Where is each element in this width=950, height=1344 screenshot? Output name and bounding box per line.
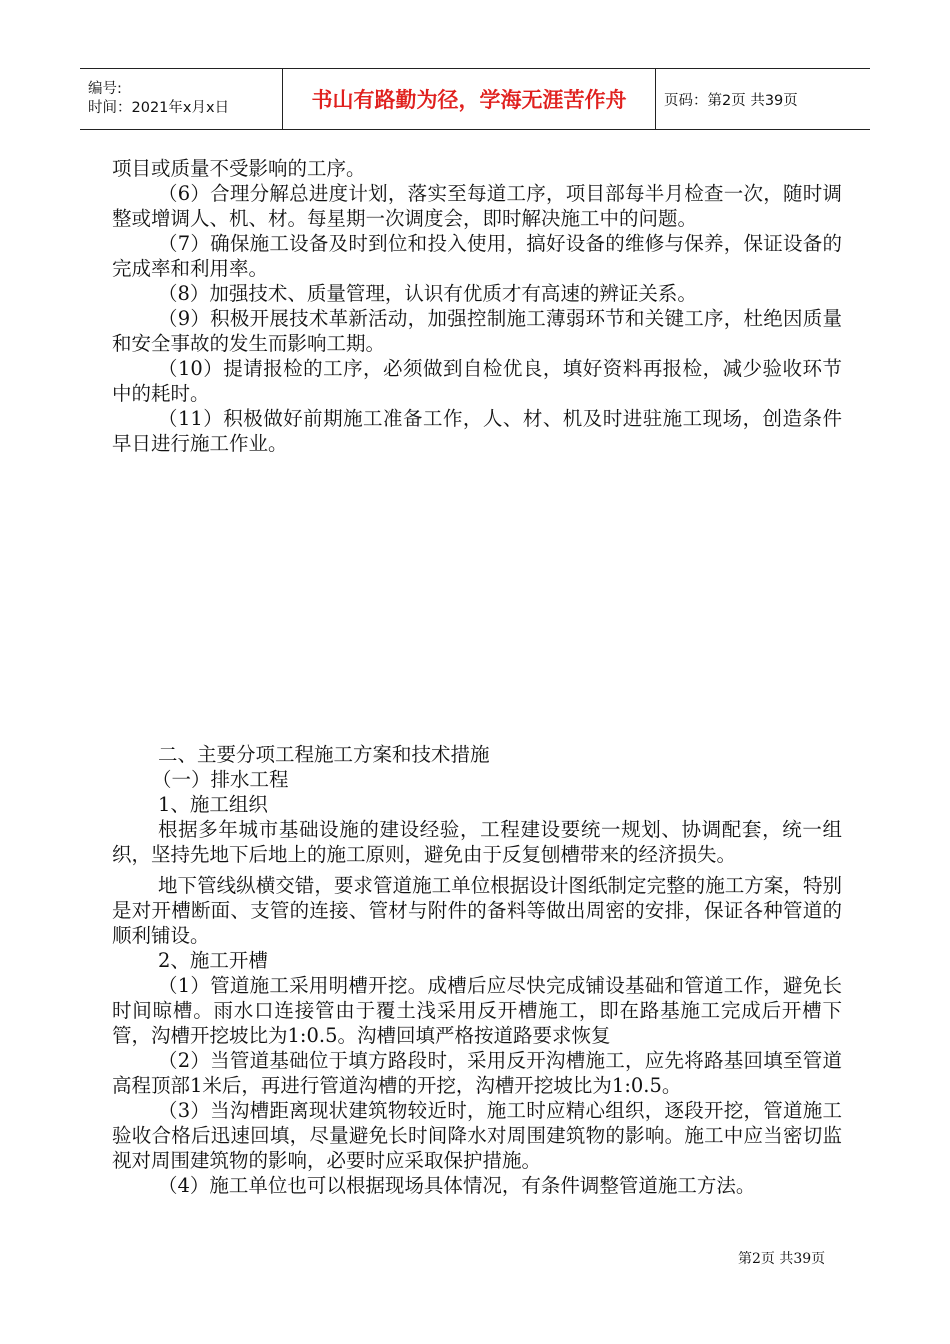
paragraph-item-11: （11）积极做好前期施工准备工作，人、材、机及时进驻施工现场，创造条件早日进行施工作业。 — [112, 407, 842, 455]
paragraph-trenching-4: （4）施工单位也可以根据现场具体情况，有条件调整管道施工方法。 — [158, 1174, 756, 1197]
section-main-construction-plan — [112, 742, 842, 1198]
paragraph-item-6: （6）合理分解总进度计划，落实至每道工序，项目部每半月检查一次，随时调整或增调人、机、材。每星期一次调度会，即时解决施工中的问题。 — [112, 182, 842, 230]
paragraph-trenching-3: （3）当沟槽距离现状建筑物较近时，施工时应精心组织，逐段开挖，管道施工验收合格后迅速回填，尽量避免长时间降水对周围建筑物的影响。施工中应当密切监视对周围建筑物的影响，必要时应采取保护措施。 — [112, 1099, 842, 1172]
paragraph-organization-1: 根据多年城市基础设施的建设经验，工程建设要统一规划、协调配套，统一组织，坚持先地下后地上的施工原则，避免由于反复刨槽带来的经济损失。 — [112, 818, 842, 866]
footer-page-number: 第2页 共39页 — [738, 1251, 826, 1267]
paragraph-item-10: （10）提请报检的工序，必须做到自检优良，填好资料再报检，减少验收环节中的耗时。 — [112, 357, 842, 405]
paragraph-item-9: （9）积极开展技术革新活动，加强控制施工薄弱环节和关键工序，杜绝因质量和安全事故的发生而影响工期。 — [112, 307, 842, 355]
subsection-heading-drainage: （一）排水工程 — [152, 768, 289, 791]
document-time-label: 时间：2021年x月x日 — [88, 100, 230, 116]
item-heading-organization: 1、施工组织 — [158, 793, 268, 816]
header-meta — [80, 69, 283, 129]
paragraph-item-7: （7）确保施工设备及时到位和投入使用，搞好设备的维修与保养，保证设备的完成率和利用率。 — [112, 232, 842, 280]
paragraph-organization-2: 地下管线纵横交错，要求管道施工单位根据设计图纸制定完整的施工方案，特别是对开槽断面、支管的连接、管材与附件的备料等做出周密的安排，保证各种管道的顺利铺设。 — [112, 874, 842, 947]
section-heading: 二、主要分项工程施工方案和技术措施 — [158, 743, 490, 766]
document-number-label: 编号: — [88, 81, 122, 97]
section-schedule-measures — [112, 156, 842, 456]
header-motto: 书山有路勤为径，学海无涯苦作舟 — [283, 69, 656, 129]
page-header — [80, 68, 870, 130]
paragraph-trenching-2: （2）当管道基础位于填方路段时，采用反开沟槽施工，应先将路基回填至管道高程顶部1米后，再进行管道沟槽的开挖，沟槽开挖坡比为1:0.5。 — [112, 1049, 842, 1097]
paragraph-item-8: （8）加强技术、质量管理，认识有优质才有高速的辨证关系。 — [158, 282, 697, 305]
header-page-number: 页码：第2页 共39页 — [664, 92, 798, 109]
paragraph-continued: 项目或质量不受影响的工序。 — [112, 157, 366, 180]
item-heading-trenching: 2、施工开槽 — [158, 949, 268, 972]
paragraph-trenching-1: （1）管道施工采用明槽开挖。成槽后应尽快完成铺设基础和管道工作，避免长时间晾槽。雨水口连接管由于覆土浅采用反开槽施工，即在路基施工完成后开槽下管，沟槽开挖坡比为1:0.5。沟槽回填严格按道路要求恢复 — [112, 974, 842, 1047]
